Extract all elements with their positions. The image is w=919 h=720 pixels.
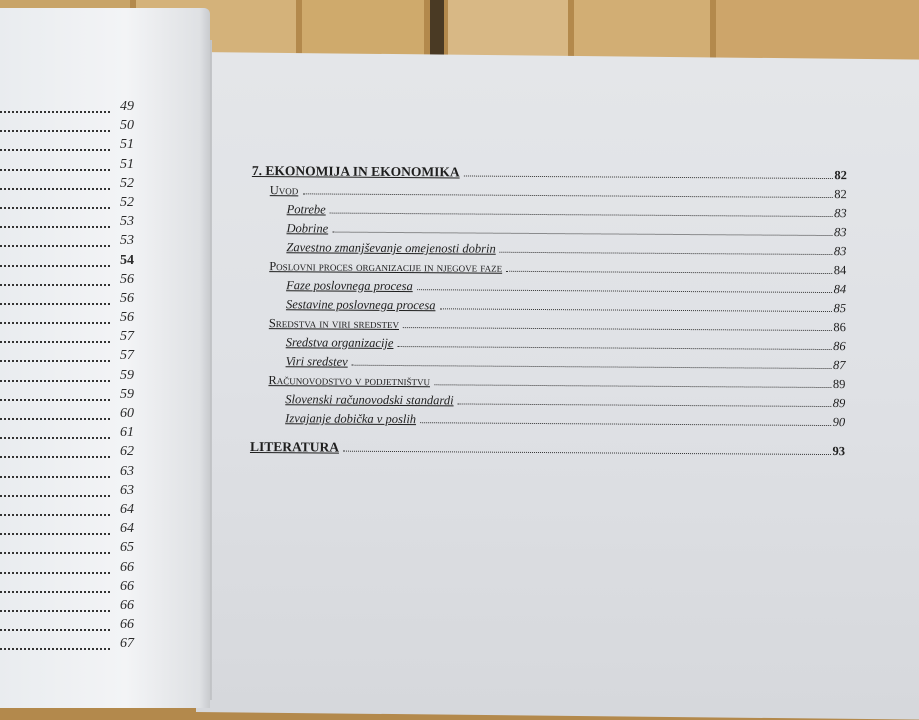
left-toc-page-number: 67 bbox=[120, 636, 134, 652]
toc-entry-title: Slovenski računovodski standardi bbox=[285, 392, 454, 408]
toc-entry-page: 82 bbox=[834, 187, 847, 202]
dot-leader bbox=[417, 289, 832, 293]
left-toc-page-number: 53 bbox=[120, 214, 134, 230]
left-toc-page-number: 64 bbox=[120, 521, 134, 537]
dot-leader bbox=[332, 232, 832, 236]
left-toc-row bbox=[0, 233, 140, 252]
toc-entry-page: 83 bbox=[833, 225, 847, 240]
left-toc-row bbox=[0, 579, 140, 598]
left-toc-page-number: 51 bbox=[120, 156, 134, 172]
left-toc-page-number: 61 bbox=[120, 425, 134, 441]
dot-leader bbox=[0, 456, 110, 458]
toc-entry-title: 7. EKONOMIJA IN EKONOMIKA bbox=[251, 162, 460, 180]
left-toc-row bbox=[0, 444, 140, 463]
left-toc-row bbox=[0, 195, 140, 214]
left-toc-page-number: 57 bbox=[120, 329, 134, 345]
left-toc-row bbox=[0, 617, 140, 636]
dot-leader bbox=[397, 346, 831, 350]
left-toc-row bbox=[0, 253, 140, 272]
toc-entry-page: 85 bbox=[833, 301, 847, 316]
toc-entry-page: 89 bbox=[832, 396, 846, 411]
left-toc-page-number: 63 bbox=[120, 463, 134, 479]
left-toc-page-number: 51 bbox=[120, 137, 134, 153]
dot-leader bbox=[0, 572, 110, 574]
left-toc-page-number: 60 bbox=[120, 406, 134, 421]
left-toc-page-number: 52 bbox=[120, 175, 134, 191]
dot-leader bbox=[0, 533, 110, 535]
left-toc-row bbox=[0, 406, 140, 425]
left-toc-row bbox=[0, 540, 140, 559]
left-toc-row bbox=[0, 176, 140, 195]
dot-leader bbox=[0, 188, 110, 190]
dot-leader bbox=[464, 175, 833, 179]
dot-leader bbox=[343, 451, 830, 455]
left-toc-row bbox=[0, 214, 140, 233]
left-toc-row bbox=[0, 329, 140, 348]
dot-leader bbox=[0, 284, 110, 286]
dot-leader bbox=[0, 648, 110, 650]
toc-entry-page: 87 bbox=[833, 358, 846, 373]
dot-leader bbox=[330, 213, 832, 218]
left-toc-row bbox=[0, 291, 140, 310]
dot-leader bbox=[0, 610, 110, 612]
left-toc-row bbox=[0, 272, 140, 291]
left-toc-page-number: 54 bbox=[120, 252, 134, 268]
dot-leader bbox=[0, 245, 110, 247]
left-toc-row bbox=[0, 310, 140, 329]
dot-leader bbox=[0, 322, 110, 324]
toc-entry-title: Uvod bbox=[269, 183, 299, 198]
dot-leader bbox=[458, 403, 831, 407]
left-toc-page-number: 66 bbox=[120, 559, 134, 575]
toc-entry-page: 84 bbox=[833, 282, 847, 297]
left-toc-page-number: 56 bbox=[120, 271, 134, 287]
left-toc-row bbox=[0, 636, 140, 655]
left-toc-page-number: 66 bbox=[120, 597, 134, 613]
left-toc-page-number: 49 bbox=[120, 99, 134, 114]
dot-leader bbox=[0, 591, 110, 593]
dot-leader bbox=[0, 130, 110, 132]
left-toc-row bbox=[0, 502, 140, 521]
toc-entry-title: Potrebe bbox=[286, 202, 326, 217]
left-toc-page-number: 57 bbox=[120, 348, 134, 364]
left-toc-row bbox=[0, 387, 140, 406]
left-toc-page-number: 62 bbox=[120, 444, 134, 460]
toc-entry-title: Računovodstvo v podjetništvu bbox=[268, 373, 431, 389]
toc-entry-page: 82 bbox=[834, 168, 847, 183]
toc-entry-page: 83 bbox=[834, 206, 847, 221]
toc-entry-title: Sredstva organizacije bbox=[285, 335, 394, 350]
left-toc-page-number: 64 bbox=[120, 501, 134, 517]
left-toc-page-number: 66 bbox=[120, 617, 134, 633]
dot-leader bbox=[403, 327, 831, 331]
dot-leader bbox=[0, 226, 110, 228]
dot-leader bbox=[0, 514, 110, 516]
toc-entry-title: LITERATURA bbox=[249, 438, 340, 455]
table-of-contents bbox=[250, 160, 847, 459]
toc-entry-title: Zavestno zmanjševanje omejenosti dobrin bbox=[286, 240, 496, 256]
left-toc-page-number: 56 bbox=[120, 290, 134, 306]
left-toc-page-number: 56 bbox=[120, 310, 134, 326]
toc-entry-title: Viri sredstev bbox=[285, 354, 348, 369]
left-toc-page-number: 52 bbox=[120, 194, 134, 210]
dot-leader bbox=[0, 437, 110, 439]
toc-entry-title: Sestavine poslovnega procesa bbox=[285, 297, 436, 313]
toc-entry-title: Faze poslovnega procesa bbox=[286, 278, 413, 294]
dot-leader bbox=[0, 552, 110, 554]
toc-entry-title: Poslovni proces organizacije in njegove faze bbox=[269, 259, 503, 275]
dot-leader bbox=[0, 149, 110, 151]
dot-leader bbox=[434, 384, 831, 388]
toc-entry-page: 86 bbox=[833, 320, 846, 335]
dot-leader bbox=[0, 399, 110, 401]
dot-leader bbox=[0, 169, 110, 171]
dot-leader bbox=[0, 495, 110, 497]
left-toc-row bbox=[0, 483, 140, 502]
dot-leader bbox=[0, 303, 110, 305]
dot-leader bbox=[506, 271, 832, 274]
toc-entry-page: 84 bbox=[833, 263, 847, 278]
dot-leader bbox=[352, 365, 831, 369]
dot-leader bbox=[0, 629, 110, 631]
dot-leader bbox=[302, 193, 832, 198]
left-toc-page-number: 66 bbox=[120, 578, 134, 594]
toc-entry-title: Sredstva in viri sredstev bbox=[268, 316, 400, 332]
toc-entry-page: 90 bbox=[832, 415, 846, 430]
toc-entry-page: 93 bbox=[832, 444, 846, 459]
left-toc-row bbox=[0, 598, 140, 617]
left-toc-row bbox=[0, 521, 140, 540]
left-toc-page-number: 53 bbox=[120, 233, 134, 249]
toc-entry-page: 86 bbox=[833, 339, 846, 354]
dot-leader bbox=[0, 111, 110, 113]
left-toc-row bbox=[0, 99, 140, 118]
left-toc-page-number: 59 bbox=[120, 386, 134, 402]
toc-entry-title: Izvajanje dobička v poslih bbox=[285, 411, 417, 427]
left-toc-page-number: 50 bbox=[120, 118, 134, 134]
dot-leader bbox=[0, 360, 110, 362]
dot-leader bbox=[0, 418, 110, 420]
left-toc-row bbox=[0, 368, 140, 387]
dot-leader bbox=[420, 422, 831, 426]
dot-leader bbox=[439, 308, 831, 312]
left-toc-page-number: 59 bbox=[120, 367, 134, 383]
toc-entry-page: 89 bbox=[832, 377, 846, 392]
left-toc-page-number: 63 bbox=[120, 482, 134, 498]
left-toc-row bbox=[0, 137, 140, 156]
left-toc-row bbox=[0, 157, 140, 176]
dot-leader bbox=[0, 341, 110, 343]
left-toc-row bbox=[0, 425, 140, 444]
dot-leader bbox=[500, 252, 832, 255]
dot-leader bbox=[0, 476, 110, 478]
left-toc-row bbox=[0, 118, 140, 137]
left-toc-page-number: 65 bbox=[120, 540, 134, 556]
dot-leader bbox=[0, 207, 110, 209]
left-page-toc bbox=[0, 99, 140, 655]
toc-entry-title: Dobrine bbox=[286, 221, 329, 236]
left-toc-row bbox=[0, 464, 140, 483]
dot-leader bbox=[0, 380, 110, 382]
left-toc-row bbox=[0, 560, 140, 579]
toc-entry-page: 83 bbox=[833, 244, 847, 259]
left-toc-row bbox=[0, 348, 140, 367]
dot-leader bbox=[0, 265, 110, 267]
